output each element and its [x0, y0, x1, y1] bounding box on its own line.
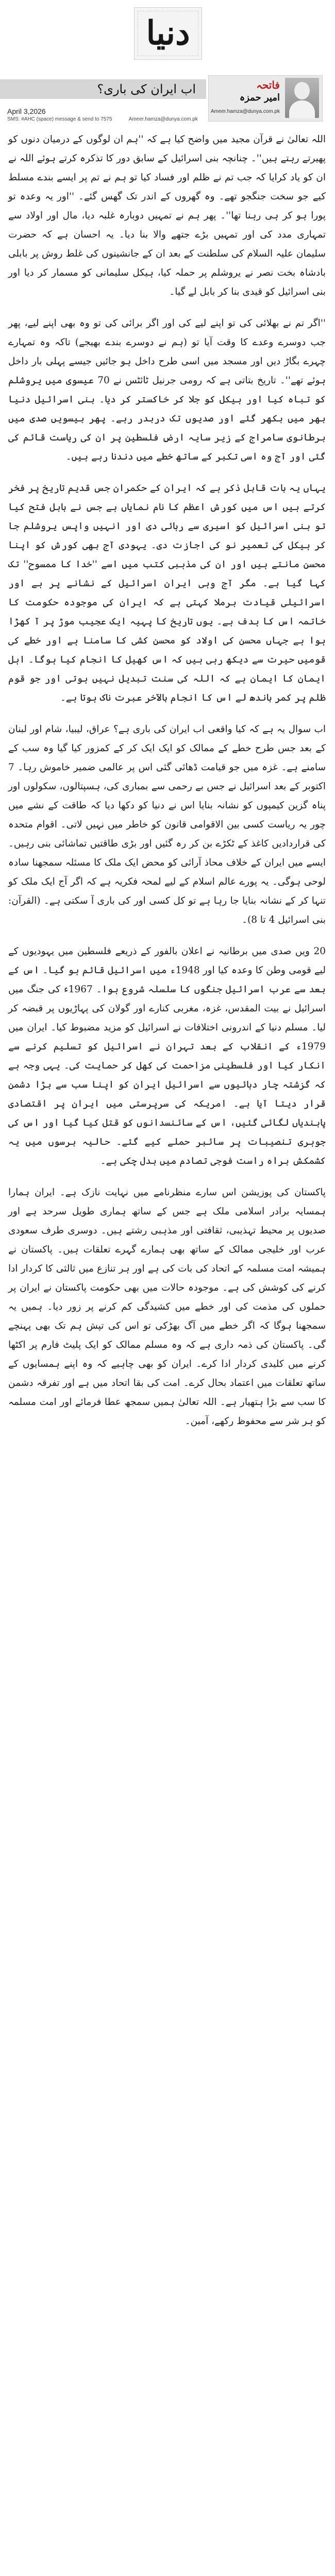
article-paragraph: 20 ویں صدی میں برطانیہ نے اعلان بالفور کے ذریعے فلسطین میں یہودیوں کے لیے قومی وطن کا وعدہ کیا اور 1948ء میں اسرائیل قائم ہو گیا۔ اس کے بعد سے عرب اسرائیل جنگوں کا سلسلہ شروع ہوا۔ 1967ء کی جنگ میں اسرائیل نے بیت المقدس، غزہ، مغربی کنارے اور گولان کی پہاڑیوں پر قبضہ کر لیا۔ مسلم دنیا کے اندرونی اختلافات نے اسرائیل کو مزید مضبوط کیا۔ ایران میں 1979ء کے انقلاب کے بعد تہران نے اسرائیل کو تسلیم کرنے سے انکار کیا اور فلسطینی مزاحمت کی کھل کر حمایت کی۔ یہی وجہ ہے کہ گزشتہ چار دہائیوں سے اسرائیل ایران کو اپنا سب سے بڑا دشمن قرار دیتا آیا ہے۔ امریکہ کی سرپرستی میں ایران پر اقتصادی پابندیاں لگائی گئیں، اس کے سائنسدانوں کو قتل کیا گیا اور اس کی جوہری تنصیبات پر سائبر حملے کیے گئے۔ حالیہ برسوں میں یہ کشمکش براہ راست فوجی تصادم میں بدل چکی ہے۔ — [8, 946, 326, 1166]
article-paragraph: یہاں یہ بات قابل ذکر ہے کہ ایران کے حکمران جس قدیم تاریخ پر فخر کرتے ہیں اس میں کورش اعظم کا نام نمایاں ہے جس نے بابل فتح کیا تو بنی اسرائیل کو اسیری سے رہائی دی اور انہیں واپس یروشلم جا کر ہیکل کی تعمیر نو کی اجازت دی۔ یہودی آج بھی کورش کو اپنا محسن مانتے ہیں اور ان کی مذہبی کتب میں اسے ''خدا کا ممسوح'' تک کہا گیا ہے۔ مگر آج وہی ایران اسرائیل کے نشانے پر ہے اور اسرائیلی قیادت برملا کہتی ہے کہ ایران کی موجودہ حکومت کا خاتمہ اس کا ہدف ہے۔ یوں تاریخ کا پہیہ ایک عجیب موڑ پر آ کھڑا ہوا ہے جہاں محسن کی اولاد کو محسن کشی کا سامنا ہے اور خطے کی قومیں حیرت سے دیکھ رہی ہیں کہ اس کھیل کا انجام کیا ہوگا۔ اہل ایمان کا ایمان ہے کہ اللہ کی سنت تبدیل نہیں ہوتی اور جو قوم ظلم پر کمر باندھ لے اس کا انجام بالآخر عبرت ناک ہوتا ہے۔ — [8, 483, 326, 703]
contact-email: Ameer.hamza@dunya.com.pk — [128, 116, 198, 122]
author-name: امیر حمزہ — [239, 92, 280, 103]
article-paragraph: اب سوال یہ ہے کہ کیا واقعی اب ایران کی باری ہے؟ عراق، لیبیا، شام اور لبنان کے بعد جس طرح خطے کے ممالک کو ایک ایک کر کے کمزور کیا گیا وہ سب کے سامنے ہے۔ غزہ میں جو قیامت ڈھائی گئی اس پر عالمی ضمیر خاموش رہا۔ 7 اکتوبر کے بعد اسرائیل نے جس بے رحمی سے بمباری کی، ہسپتالوں، سکولوں اور پناہ گزین کیمپوں کو نشانہ بنایا اس نے دنیا کو دکھا دیا کہ طاقت کے نشے میں چور یہ ریاست کسی بین الاقوامی قانون کو خاطر میں نہیں لاتی۔ اقوام متحدہ کی قراردادیں کاغذ کے ٹکڑے بن کر رہ گئیں اور بڑی طاقتیں تماشائی بنی رہیں۔ ایسے میں ایران کے خلاف محاذ آرائی کو محض ایک ملک کا مسئلہ سمجھنا سادہ لوحی ہوگی۔ یہ پورے عالم اسلام کے لیے لمحہ فکریہ ہے کہ اگر آج ایک ملک کو تنہا کر کے نشانہ بنایا جا رہا ہے تو کل کسی اور کی باری آ سکتی ہے۔ (القرآن: بنی اسرائیل 4 تا 8)۔ — [8, 724, 326, 925]
article-paragraph: اللہ تعالیٰ نے قرآن مجید میں واضح کیا ہے کہ ''ہم ان لوگوں کے درمیان دنوں کو پھیرتے رہتے ہیں''۔ چنانچہ بنی اسرائیل کے سابق دور کا تذکرہ کرتے ہوئے اللہ نے ان کو یاد کرایا کہ جب تم نے ظلم اور فساد کیا تو ہم نے تم پر ایسے بندے مسلط کیے جو سخت جنگجو تھے۔ وہ گھروں کے اندر تک گھس گئے۔ ''اور یہ وعدہ تو پورا ہو کر ہی رہنا تھا''۔ پھر ہم نے تمہیں دوبارہ غلبہ دیا، مال اور اولاد سے تمہاری مدد کی اور تمہیں بڑے جتھے والا بنا دیا۔ یہ احسان ہے کہ حضرت سلیمان علیہ السلام کی سلطنت کے بعد ان کے جانشینوں کی غلط روش پر بابلی بادشاہ بخت نصر نے یروشلم پر حملہ کیا، ہیکل سلیمانی کو مسمار کر دیا اور بنی اسرائیل کو قیدی بنا کر بابل لے گیا۔ — [8, 134, 326, 297]
masthead — [0, 0, 335, 66]
publish-date: April 3,2026 — [7, 107, 46, 115]
column-brand-label: فاتحہ — [256, 79, 280, 91]
column-header — [0, 66, 335, 127]
sms-instruction: SMS: #AHC (space) message & send to 7575 — [7, 116, 112, 122]
author-box — [208, 75, 323, 122]
author-photo-head — [294, 82, 310, 99]
contact-line — [7, 116, 213, 122]
article-body — [8, 130, 326, 1443]
column-title: اب ایران کی باری؟ — [97, 82, 196, 96]
logo-text: دنیا — [146, 14, 190, 53]
article-paragraph: ''اگر تم نے بھلائی کی تو اپنے لیے کی اور اگر برائی کی تو وہ بھی اپنے لیے، پھر جب دوسرے وعدے کا وقت آیا تو (ہم نے دوسرے بندے بھیجے) تاکہ وہ تمہارے چہرے بگاڑ دیں اور مسجد میں اسی طرح داخل ہو جائیں جیسے پہلی بار داخل ہوئے تھے''۔ تاریخ بتاتی ہے کہ رومی جرنیل ٹائٹس نے 70 عیسوی میں یروشلم کو تباہ کیا اور ہیکل کو جلا کر خاکستر کر دیا۔ بنی اسرائیل دنیا بھر میں بکھر گئے اور صدیوں تک دربدر رہے۔ پھر بیسویں صدی میں برطانوی سامراج کے زیر سایہ ارضِ فلسطین پر ان کی ریاست قائم کی گئی اور آج وہ اسی تکبر کے ساتھ خطے میں دندنا رہے ہیں۔ — [8, 318, 326, 462]
article-paragraph: پاکستان کی پوزیشن اس سارے منظرنامے میں نہایت نازک ہے۔ ایران ہمارا ہمسایہ برادر اسلامی ملک ہے جس کے ساتھ ہماری طویل سرحد ہے اور صدیوں پر محیط تہذیبی، ثقافتی اور مذہبی رشتے ہیں۔ دوسری طرف سعودی عرب اور خلیجی ممالک کے ساتھ بھی ہمارے گہرے تعلقات ہیں۔ پاکستان نے ہمیشہ امت مسلمہ کے اتحاد کی بات کی ہے اور ہر تنازع میں ثالثی کا کردار ادا کرنے کی کوشش کی ہے۔ موجودہ حالات میں بھی حکومت پاکستان نے ایران پر حملوں کی مذمت کی اور خطے میں کشیدگی کم کرنے پر زور دیا۔ ہمیں یہ سمجھنا ہوگا کہ اگر خطے میں آگ بھڑکی تو اس کی تپش ہم تک بھی پہنچے گی۔ پاکستان کی ذمہ داری ہے کہ وہ مسلم ممالک کو ایک پلیٹ فارم پر اکٹھا کرنے میں کلیدی کردار ادا کرے۔ ایران کو بھی چاہیے کہ وہ اپنے ہمسایوں کے ساتھ تعلقات میں اعتماد بحال کرے۔ امت کی بقا اتحاد میں ہے اور تفرقہ دشمن کا سب سے بڑا ہتھیار ہے۔ اللہ تعالیٰ ہمیں سمجھ عطا فرمائے اور امت مسلمہ کو ہر شر سے محفوظ رکھے، آمین۔ — [8, 1187, 326, 1427]
logo-texture-border — [138, 11, 198, 56]
author-email: Ameer.hamza@dunya.com.pk — [210, 109, 280, 114]
newspaper-logo — [134, 7, 202, 60]
author-photo — [285, 78, 319, 118]
author-photo-body — [289, 100, 315, 118]
